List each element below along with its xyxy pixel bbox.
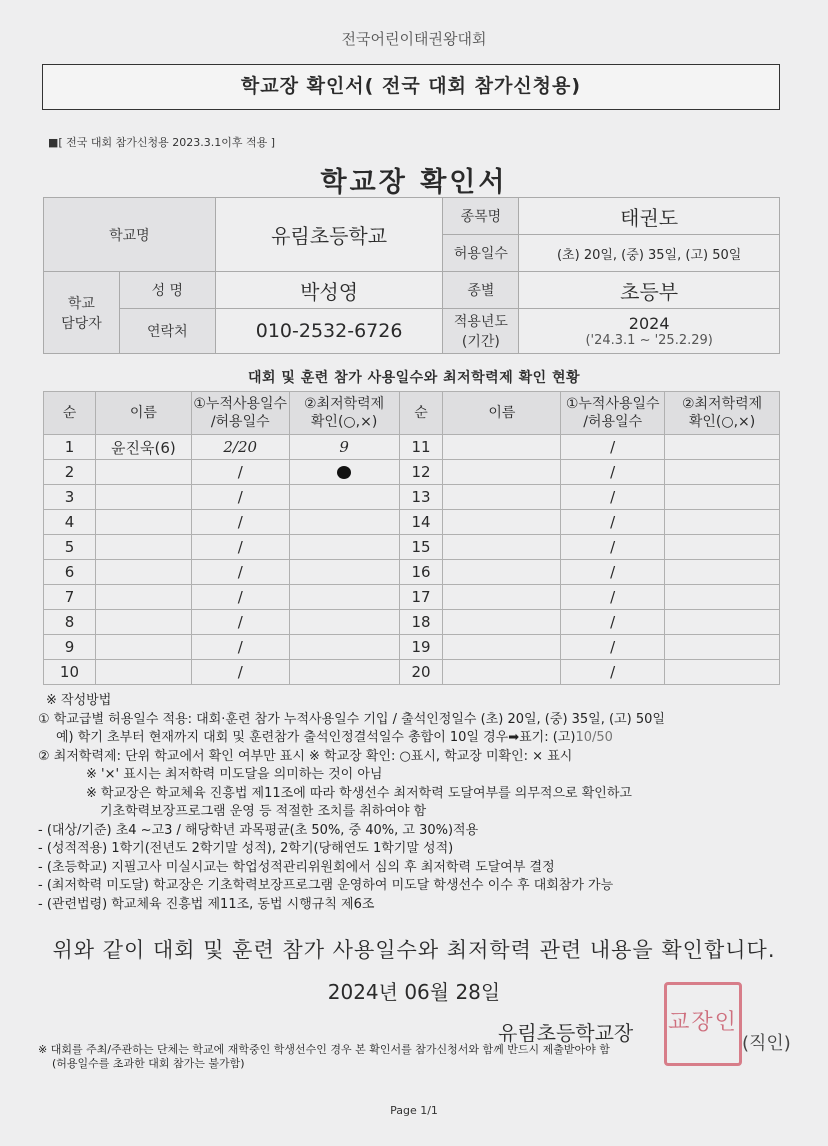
row-name [95, 660, 191, 685]
staff-label-line2: 담당자 [61, 315, 102, 332]
method-line-4: ※ '×' 표시는 최저학력 미도달을 의미하는 것이 아님 [86, 767, 383, 782]
row-no-right: 11 [399, 435, 443, 460]
document-banner [42, 64, 780, 110]
header-days-right-line2: /허용일수 [583, 414, 643, 430]
row-name [95, 610, 191, 635]
header-days-right [561, 392, 665, 435]
row-name-right [443, 510, 561, 535]
year-label-line2: (기간) [461, 334, 500, 350]
row-name [95, 635, 191, 660]
row-no-right: 18 [399, 610, 443, 635]
row-days: / [191, 460, 289, 485]
staff-label [44, 272, 120, 354]
issue-date: 2024년 06월 28일 [327, 980, 501, 1004]
year-cell [519, 309, 780, 354]
footnote-line-1: ※ 대회를 주최/주관하는 단체는 학교에 재학중인 학생선수인 경우 본 확인서를 참가신청서와 함께 반드시 제출받아야 함 [38, 1043, 610, 1056]
row-name [95, 460, 191, 485]
usage-table [43, 391, 780, 685]
row-name-right [443, 485, 561, 510]
writing-instructions [38, 692, 798, 914]
row-days: / [191, 610, 289, 635]
row-no: 9 [44, 635, 96, 660]
row-check-right [665, 585, 780, 610]
row-no: 7 [44, 585, 96, 610]
method-line-7: - (대상/기준) 초4 ~고3 / 해당학년 과목평균(초 50%, 중 40%, 고 30%)적용 [38, 822, 479, 838]
staff-label-line1: 학교 [67, 295, 95, 312]
row-name-right [443, 560, 561, 585]
year-label-line1: 적용년도 [453, 314, 508, 330]
row-name [95, 485, 191, 510]
section-title: 대회 및 훈련 참가 사용일수와 최저학력제 확인 현황 [247, 370, 581, 386]
page-title: 학교장 확인서 [320, 167, 508, 198]
sport-label: 종목명 [443, 198, 519, 235]
row-days: 2/20 [191, 435, 289, 460]
row-name: 윤진욱(6) [95, 435, 191, 460]
info-table [43, 197, 780, 354]
row-no: 1 [44, 435, 96, 460]
table-row [44, 485, 780, 510]
header-name-right: 이름 [443, 392, 561, 435]
row-no-right: 15 [399, 535, 443, 560]
staff-name: 박성영 [215, 272, 443, 309]
row-days: / [191, 485, 289, 510]
row-name-right [443, 535, 561, 560]
row-check [289, 635, 399, 660]
seal-text: 교장인 [668, 1010, 738, 1035]
row-check-right [665, 485, 780, 510]
row-no: 10 [44, 660, 96, 685]
row-name [95, 560, 191, 585]
row-name-right [443, 660, 561, 685]
row-days-right: / [561, 635, 665, 660]
method-line-9: - (초등학교) 지필고사 미실시교는 학업성적관리위원회에서 심의 후 최저학력 도달여부 결정 [38, 859, 555, 875]
row-no: 4 [44, 510, 96, 535]
contact-label: 연락처 [119, 309, 215, 354]
method-line-2-text: 예) 학기 초부터 현재까지 대회 및 훈련참가 출석인정결석일수 총합이 10일 경우➡표기: (고) [56, 730, 576, 745]
table-header-row [44, 392, 780, 435]
row-days-right: / [561, 485, 665, 510]
row-days: / [191, 635, 289, 660]
row-days-right: / [561, 460, 665, 485]
header-no-right: 순 [399, 392, 443, 435]
sport-value: 태권도 [519, 198, 780, 235]
row-check-right [665, 610, 780, 635]
row-check-right [665, 535, 780, 560]
row-check-right [665, 510, 780, 535]
row-no-right: 13 [399, 485, 443, 510]
row-check [289, 460, 399, 485]
row-no-right: 17 [399, 585, 443, 610]
allow-days-value: (초) 20일, (중) 35일, (고) 50일 [519, 235, 780, 272]
method-line-5: ※ 학교장은 학교체육 진흥법 제11조에 따라 학생선수 최저학력 도달여부를 의무적으로 확인하고 [86, 785, 632, 801]
footnote [38, 1043, 808, 1071]
row-name [95, 510, 191, 535]
header-days [191, 392, 289, 435]
method-line-11: - (관련법령) 학교체육 진흥법 제11조, 동법 시행규칙 제6조 [38, 896, 375, 912]
kind-label: 종별 [443, 272, 519, 309]
row-days: / [191, 535, 289, 560]
row-name-right [443, 635, 561, 660]
row-days-right: / [561, 510, 665, 535]
row-days: / [191, 560, 289, 585]
row-days: / [191, 585, 289, 610]
year-label [443, 309, 519, 354]
table-row [44, 535, 780, 560]
table-row [44, 560, 780, 585]
header-check-right-line1: ②최저학력제 [681, 396, 763, 412]
row-name-right [443, 610, 561, 635]
row-name [95, 535, 191, 560]
kind-value: 초등부 [519, 272, 780, 309]
name-label: 성 명 [119, 272, 215, 309]
school-label: 학교명 [44, 198, 216, 272]
method-title: ※ 작성방법 [46, 693, 112, 708]
year-value: 2024 [628, 314, 670, 333]
row-no-right: 20 [399, 660, 443, 685]
row-days-right: / [561, 535, 665, 560]
row-name-right [443, 460, 561, 485]
year-period: ('24.3.1 ~ '25.2.29) [585, 333, 713, 348]
header-days-line2: /허용일수 [210, 414, 270, 430]
allow-days-label: 허용일수 [443, 235, 519, 272]
header-name: 이름 [95, 392, 191, 435]
row-no-right: 19 [399, 635, 443, 660]
row-days-right: / [561, 660, 665, 685]
row-no-right: 16 [399, 560, 443, 585]
row-check [289, 510, 399, 535]
row-days-right: / [561, 435, 665, 460]
row-name-right [443, 435, 561, 460]
header-days-right-line1: ①누적사용일수 [565, 396, 660, 412]
header-check [289, 392, 399, 435]
header-no: 순 [44, 392, 96, 435]
row-check [289, 610, 399, 635]
table-row [44, 510, 780, 535]
row-check [289, 485, 399, 510]
row-no: 5 [44, 535, 96, 560]
header-check-line2: 확인(○,×) [310, 414, 378, 430]
row-check [289, 660, 399, 685]
header-days-line1: ①누적사용일수 [193, 396, 288, 412]
row-days-right: / [561, 560, 665, 585]
method-line-2-example: 10/50 [575, 730, 613, 745]
row-no: 2 [44, 460, 96, 485]
table-row [44, 460, 780, 485]
table-body [44, 435, 780, 685]
table-row [44, 435, 780, 460]
row-name-right [443, 585, 561, 610]
method-line-6: 기초학력보장프로그램 운영 등 적절한 조치를 취하여야 함 [100, 804, 427, 819]
header-check-line1: ②최저학력제 [304, 396, 385, 412]
method-line-1: ① 학교급별 허용일수 적용: 대회·훈련 참가 누적사용일수 기입 / 출석인정일수 (초) 20일, (중) 35일, (고) 50일 [38, 711, 665, 727]
confirmation-statement: 위와 같이 대회 및 훈련 참가 사용일수와 최저학력 관련 내용을 확인합니다. [52, 938, 776, 962]
row-check [289, 535, 399, 560]
seal-label: (직인) [742, 1033, 791, 1054]
row-no-right: 14 [399, 510, 443, 535]
organization-name: 전국어린이태권왕대회 [341, 30, 487, 48]
banner-title: 학교장 확인서( 전국 대회 참가신청용) [240, 75, 582, 97]
method-line-3: ② 최저학력제: 단위 학교에서 확인 여부만 표시 ※ 학교장 확인: ○표시, 학교장 미확인: × 표시 [38, 748, 573, 764]
row-check-right [665, 435, 780, 460]
contact-value: 010-2532-6726 [215, 309, 443, 354]
page-number: Page 1/1 [390, 1104, 438, 1117]
header-check-right-line2: 확인(○,×) [688, 414, 756, 430]
row-check-right [665, 460, 780, 485]
row-no-right: 12 [399, 460, 443, 485]
school-name: 유림초등학교 [215, 198, 443, 272]
header-check-right [665, 392, 780, 435]
row-no: 3 [44, 485, 96, 510]
row-no: 8 [44, 610, 96, 635]
row-check-right [665, 660, 780, 685]
method-line-10: - (최저학력 미도달) 학교장은 기초학력보장프로그램 운영하여 미도달 학생선수 이수 후 대회참가 가능 [38, 878, 614, 893]
method-line-8: - (성적적용) 1학기(전년도 2학기말 성적), 2학기(당해연도 1학기말 성적) [38, 841, 454, 856]
method-line-2 [38, 729, 798, 748]
table-row [44, 610, 780, 635]
row-check-right [665, 635, 780, 660]
row-check [289, 560, 399, 585]
principal-title: 유림초등학교장 [498, 1021, 634, 1045]
row-days: / [191, 510, 289, 535]
row-days-right: / [561, 610, 665, 635]
applicability-note: ■[ 전국 대회 참가신청용 2023.3.1이후 적용 ] [48, 136, 276, 149]
row-check: 9 [289, 435, 399, 460]
table-row [44, 635, 780, 660]
row-name [95, 585, 191, 610]
row-no: 6 [44, 560, 96, 585]
ink-mark [337, 466, 351, 479]
row-days: / [191, 660, 289, 685]
row-check [289, 585, 399, 610]
footnote-line-2: (허용일수를 초과한 대회 참가는 불가함) [52, 1057, 245, 1070]
table-row [44, 585, 780, 610]
table-row [44, 660, 780, 685]
row-days-right: / [561, 585, 665, 610]
row-check-right [665, 560, 780, 585]
